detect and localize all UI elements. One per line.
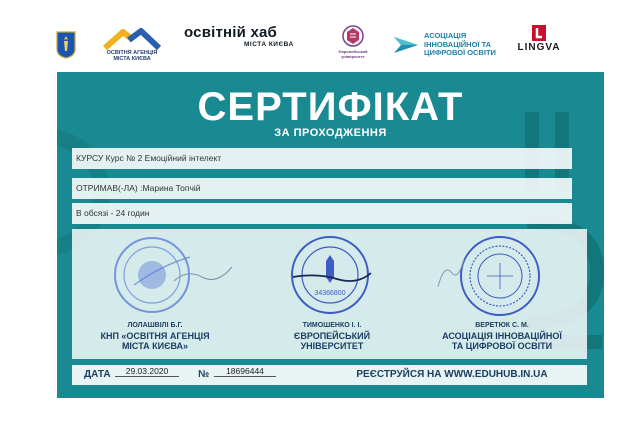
course-field: КУРСУ Курс № 2 Емоційний інтелект [72,148,572,169]
certificate-title: СЕРТИФІКАТ [197,85,464,129]
university-seal-number: 34366800 [314,290,346,297]
partner-logos-row [0,0,624,72]
lingva-l-icon [530,24,548,42]
certificate [57,72,604,398]
hub-logo-sub-text: МІСТА КИЄВА [244,41,294,48]
agency-logo-text: ОСВІТНЯ АГЕНЦІЯ МІСТА КИЄВА [106,50,158,62]
signer-3-org-line-2: ТА ЦИФРОВОЇ ОСВІТИ [451,341,553,351]
signer-2-org [267,331,397,351]
kyiv-logo [56,24,76,66]
agency-roof-icon [103,28,161,50]
association-arrow-icon [392,35,420,55]
association-logo-line-1: АСОЦІАЦІЯ [424,31,467,41]
signature-1-icon [172,259,242,289]
signer-3-org [427,331,577,351]
signer-2-name: ТИМОШЕНКО І. І. [302,322,362,329]
recipient-field: ОТРИМАВ(-ЛА) :Марина Топчій [72,178,572,199]
certificate-number-value: 18696444 [214,366,276,377]
university-seal-icon [287,233,373,317]
education-hub-logo [184,24,314,66]
signer-2-org-line-1: ЄВРОПЕЙСЬКИЙ [293,331,371,341]
university-crest-icon [339,24,367,50]
signature-3-icon [434,253,474,293]
certificate-footer [72,365,587,385]
association-logo-line-3: ЦИФРОВОЇ ОСВІТИ [424,48,496,58]
register-link-text: РЕЄСТРУЙСЯ НА WWW.EDUHUB.IN.UA [356,369,548,380]
signatures-panel [72,229,587,359]
agency-logo [102,24,162,66]
hub-logo-main-text: освітній хаб [184,24,278,41]
university-logo-text: Європейський університет [338,49,368,59]
association-logo-text [424,32,496,58]
association-logo-line-2: ІННОВАЦІЙНОЇ ТА [424,39,492,49]
association-logo [392,24,512,66]
volume-field: В обсязі - 24 годин [72,203,572,224]
signer-1-org [90,331,220,351]
signer-3-org-line-1: АСОЦІАЦІЯ ІННОВАЦІЙНОЇ [442,331,562,341]
lingva-logo [514,24,564,66]
certificate-subtitle: ЗА ПРОХОДЖЕННЯ [274,127,387,139]
signer-3-name: ВЕРЕТЮК С. М. [475,322,529,329]
number-label: № [198,369,210,380]
date-value: 29.03.2020 [115,366,179,377]
signer-1-org-line-1: КНП «ОСВІТНЯ АГЕНЦІЯ [100,331,210,341]
date-label: ДАТА [84,369,111,380]
university-logo [336,24,370,66]
kyiv-coat-of-arms-icon [56,31,76,59]
signer-2-org-line-2: УНІВЕРСИТЕТ [300,341,364,351]
lingva-logo-text: LINGVA [517,42,561,53]
signer-1-org-line-2: МІСТА КИЄВА» [121,341,189,351]
signer-1-name: ЛОЛАШВІЛІ Б.Г. [127,322,183,329]
